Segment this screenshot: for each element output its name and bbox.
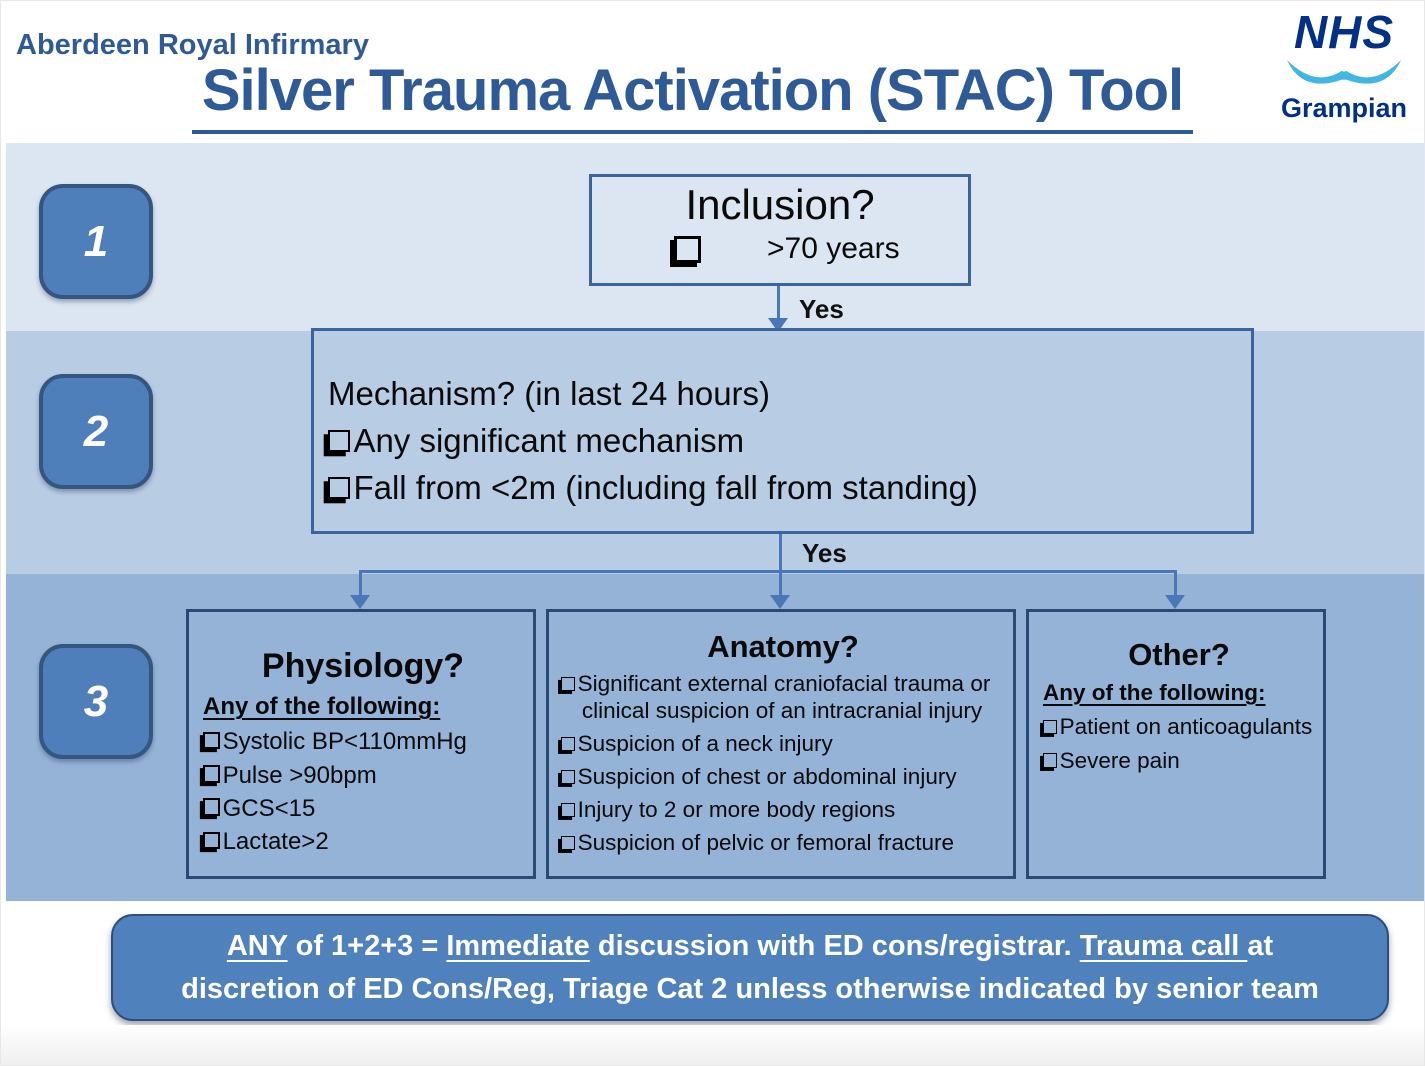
criteria-item <box>203 825 523 858</box>
criteria-item-label: Patient on anticoagulants <box>1059 714 1313 740</box>
arrow-line <box>359 572 362 596</box>
criteria-item-label: Fall from <2m (including fall from standing) <box>353 468 978 506</box>
checkbox-icon <box>561 737 575 751</box>
checkbox-icon <box>203 798 220 815</box>
checkbox-icon <box>203 832 220 849</box>
criteria-item-label: Suspicion of pelvic or femoral fracture <box>577 830 955 856</box>
criteria-item-label: Lactate>2 <box>222 827 329 855</box>
criteria-item-label: Significant external craniofacial trauma or clinical suspicion of an intracranial injury <box>577 671 991 724</box>
checkbox-icon <box>203 732 220 749</box>
arrow-line <box>1174 572 1177 596</box>
checkbox-icon <box>561 836 575 850</box>
arrow-line <box>777 286 780 319</box>
arrow-line <box>779 534 782 596</box>
criteria-item <box>1043 744 1315 778</box>
step-number: 1 <box>83 216 109 266</box>
criteria-item-label: Injury to 2 or more body regions <box>577 797 896 823</box>
anatomy-box <box>546 609 1016 879</box>
inclusion-criterion <box>592 232 968 266</box>
other-list <box>1043 710 1315 778</box>
criteria-item <box>561 829 1005 856</box>
text: at discretion of ED Cons/Reg, Triage Cat 2 unless otherwise indicated by senior team <box>181 930 1319 1005</box>
inclusion-criterion-label: >70 years <box>767 232 900 266</box>
step-number: 3 <box>83 676 109 726</box>
arrow-down-icon <box>1165 595 1185 609</box>
criteria-item <box>561 796 1005 823</box>
physiology-box <box>186 609 536 879</box>
anatomy-title: Anatomy? <box>707 629 859 664</box>
checkbox-icon <box>561 677 575 691</box>
hospital-name: Aberdeen Royal Infirmary <box>16 29 369 61</box>
physiology-title: Physiology? <box>261 647 465 685</box>
inclusion-title: Inclusion? <box>685 181 875 228</box>
text: of 1+2+3 = <box>287 930 447 963</box>
criteria-item <box>203 725 523 758</box>
step-number: 2 <box>83 406 109 456</box>
criteria-item <box>328 465 1231 512</box>
page-title: Silver Trauma Activation (STAC) Tool <box>192 61 1193 134</box>
physiology-list <box>203 725 523 857</box>
criteria-item <box>561 670 1005 724</box>
arrow-down-icon <box>770 595 790 609</box>
other-subtitle: Any of the following: <box>1043 680 1266 706</box>
underlined-text: Trauma call <box>1079 930 1248 963</box>
checkbox-icon <box>674 236 701 263</box>
criteria-item-label: Suspicion of a neck injury <box>577 731 833 757</box>
page-bottom-fade <box>1 1025 1424 1065</box>
text: discussion with ED cons/registrar. <box>589 930 1080 963</box>
action-banner <box>111 914 1389 1021</box>
step-badge-3 <box>39 644 153 759</box>
inclusion-box <box>589 174 971 286</box>
nhs-logo-text: NHS <box>1293 6 1395 58</box>
checkbox-icon <box>328 477 350 499</box>
criteria-item <box>1043 710 1315 744</box>
criteria-item-label: Suspicion of chest or abdominal injury <box>577 764 957 790</box>
other-title: Other? <box>1128 637 1230 672</box>
criteria-item <box>328 418 1231 465</box>
criteria-item-label: GCS<15 <box>222 794 316 822</box>
arrow-down-icon <box>350 595 370 609</box>
criteria-item <box>203 792 523 825</box>
nhs-region-text: Grampian <box>1280 93 1408 123</box>
checkbox-icon <box>328 430 350 452</box>
checkbox-icon <box>561 803 575 817</box>
nhs-grampian-logo <box>1278 6 1410 124</box>
action-banner-text <box>161 925 1339 1009</box>
criteria-item-label: Systolic BP<110mmHg <box>222 728 467 756</box>
page-title-wrap <box>131 58 1254 134</box>
other-box <box>1026 609 1326 879</box>
physiology-subtitle: Any of the following: <box>203 693 441 721</box>
underlined-text: Immediate <box>446 930 590 963</box>
underlined-text: ANY <box>226 930 288 963</box>
checkbox-icon <box>561 770 575 784</box>
mechanism-list <box>328 418 1231 512</box>
criteria-item-label: Any significant mechanism <box>353 421 745 459</box>
checkbox-icon <box>1043 753 1057 767</box>
criteria-item-label: Severe pain <box>1059 747 1180 773</box>
step-badge-1 <box>39 184 153 299</box>
criteria-item <box>203 759 523 792</box>
mechanism-title: Mechanism? (in last 24 hours) <box>328 375 771 412</box>
mechanism-box <box>311 328 1254 534</box>
nhs-swoosh-icon <box>1284 57 1404 93</box>
yes-label: Yes <box>802 538 847 568</box>
checkbox-icon <box>203 765 220 782</box>
criteria-item-label: Pulse >90bpm <box>222 761 377 789</box>
anatomy-list <box>561 670 1005 856</box>
yes-label: Yes <box>799 294 844 324</box>
criteria-item <box>561 763 1005 790</box>
criteria-item <box>561 730 1005 757</box>
connector-line <box>359 570 1177 573</box>
step-badge-2 <box>39 374 153 489</box>
checkbox-icon <box>1043 720 1057 734</box>
